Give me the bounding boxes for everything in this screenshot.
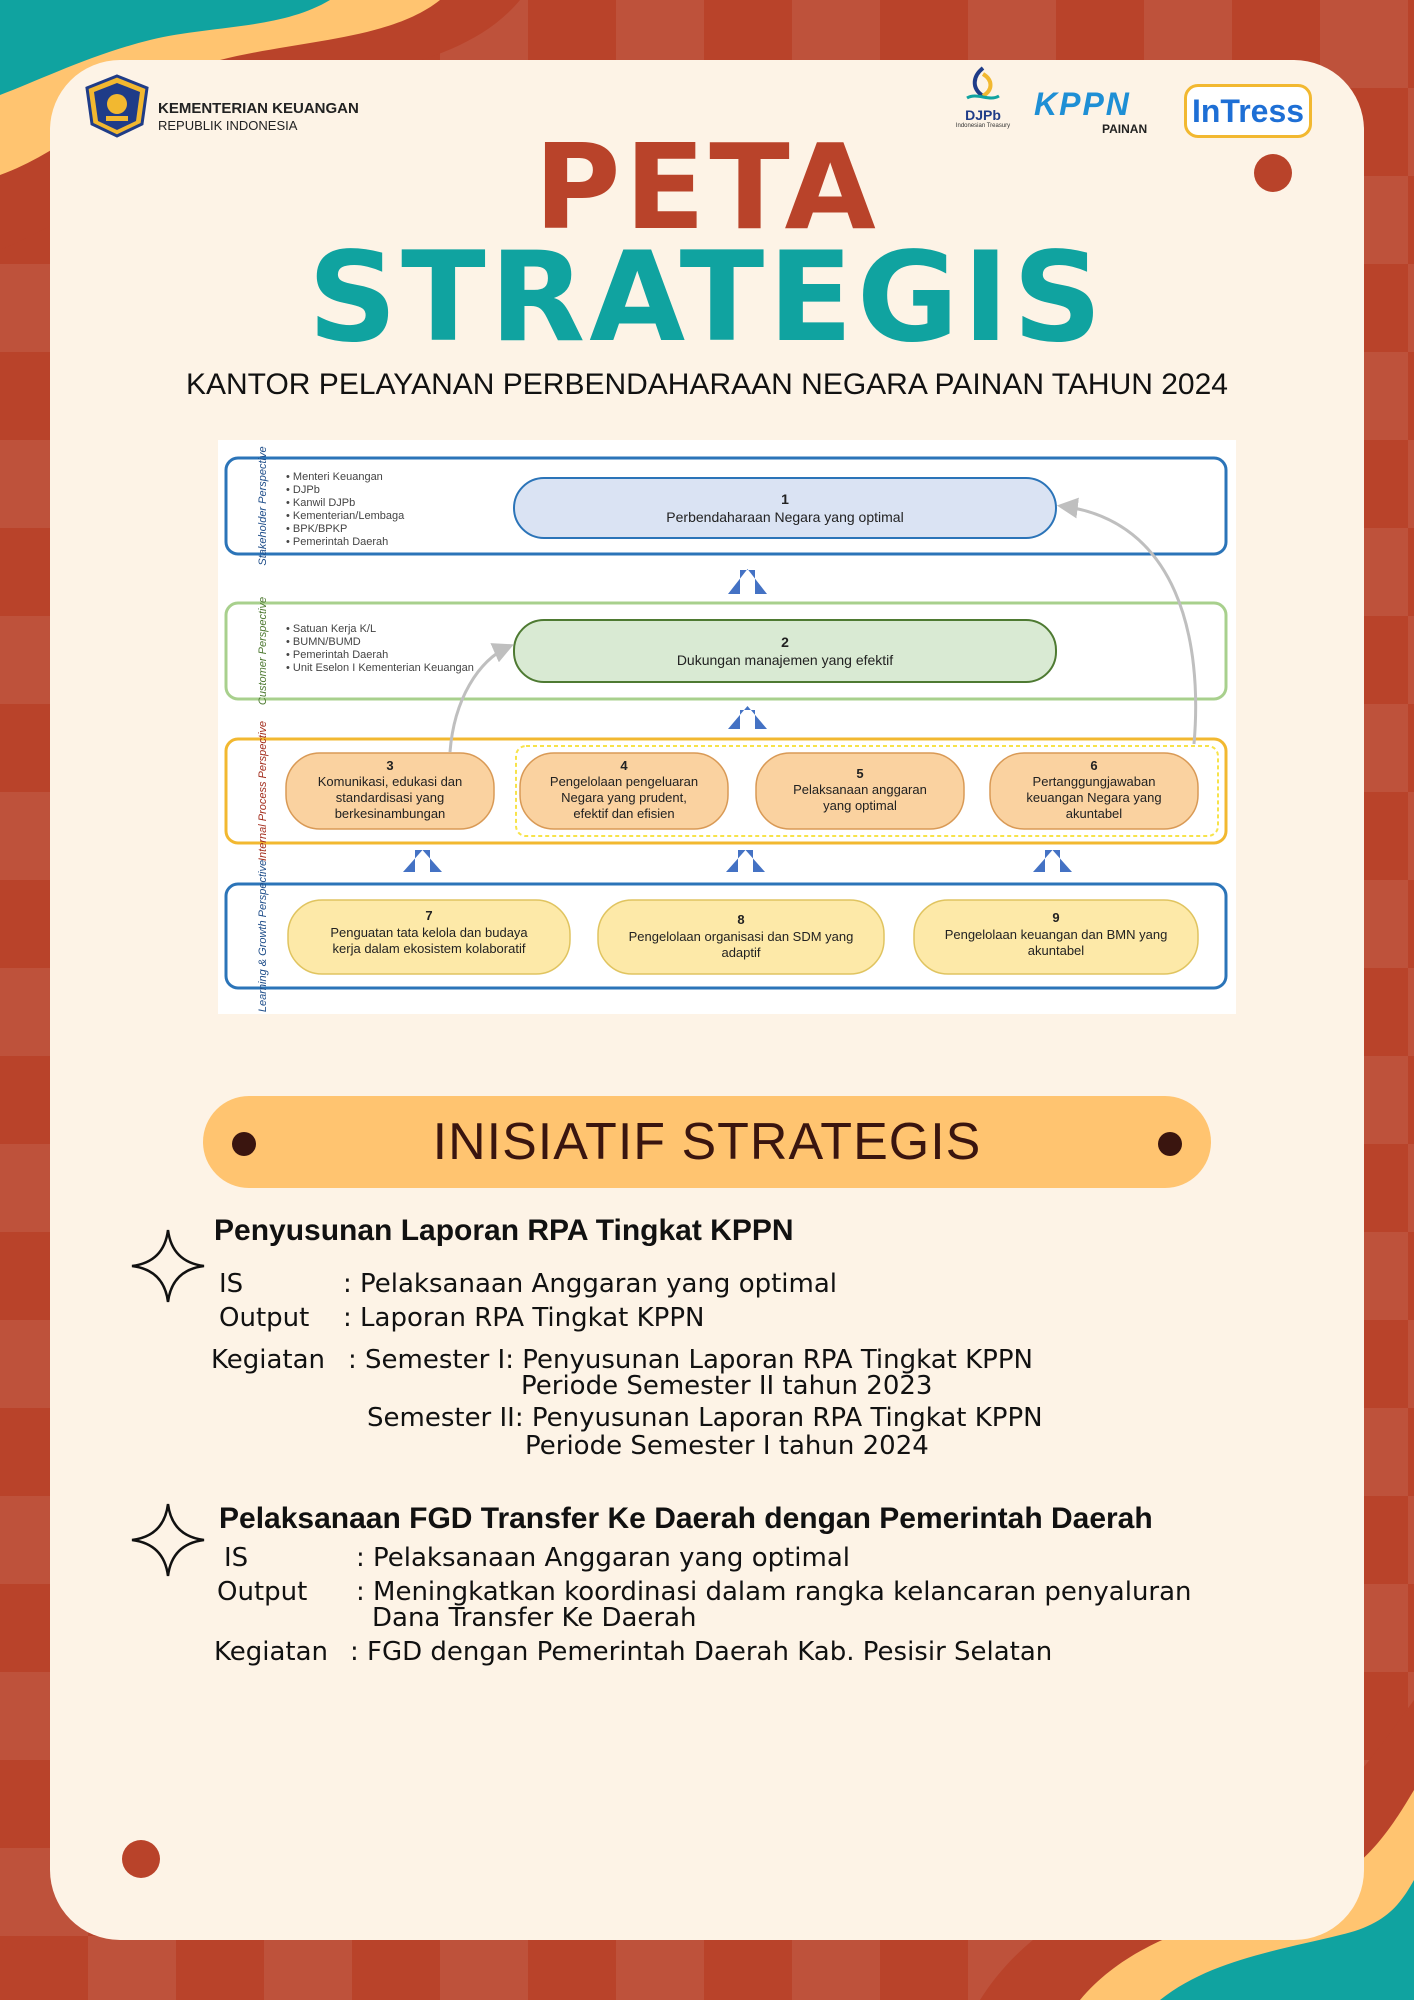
perspective-label-customer: Customer Perspective <box>257 596 269 706</box>
initiative-1-activity-label: Kegiatan <box>211 1345 326 1375</box>
initiative-1-output-label: Output <box>219 1303 310 1333</box>
initiative-1-activity-line: : Semester I: Penyusunan Laporan RPA Tingkat KPPN <box>348 1345 1033 1375</box>
objective-text-4: Pengelolaan pengeluaran <box>549 774 699 789</box>
ministry-name: KEMENTERIAN KEUANGAN <box>158 100 359 117</box>
initiative-2-activity-value: : FGD dengan Pemerintah Daerah Kab. Pesisir Selatan <box>350 1637 1053 1667</box>
objective-text-7: kerja dalam ekosistem kolaboratif <box>332 941 526 956</box>
objective-text-5: yang optimal <box>823 798 897 813</box>
perspective-label-internal: Internal Process Perspective <box>257 720 269 862</box>
objective-box-1 <box>514 478 1056 538</box>
ministry-country: REPUBLIK INDONESIA <box>158 118 298 133</box>
initiative-2-is-label: IS <box>224 1543 249 1573</box>
objective-number-9: 9 <box>1052 910 1060 925</box>
title-line-1: PETA <box>534 118 880 256</box>
perspective-label-learning: Learning & Growth Perspective <box>257 859 269 1013</box>
objective-text-4: efektif dan efisien <box>573 806 675 821</box>
initiative-2-activity-label: Kegiatan <box>214 1637 329 1667</box>
initiative-1-output-value: : Laporan RPA Tingkat KPPN <box>343 1303 705 1333</box>
kppn-logo-text: KPPN <box>1034 86 1131 122</box>
customer-item: • Unit Eselon I Kementerian Keuangan <box>286 662 474 674</box>
objective-text-2: Dukungan manajemen yang efektif <box>676 652 894 668</box>
objective-text-3: standardisasi yang <box>335 790 445 805</box>
djpb-logo-subtext: Indonesian Treasury <box>955 123 1011 129</box>
initiative-1-is-label: IS <box>219 1269 244 1299</box>
strategy-map <box>218 440 1236 1014</box>
customer-item: • Satuan Kerja K/L <box>286 623 377 635</box>
initiative-1-activity-line: Semester II: Penyusunan Laporan RPA Tingkat KPPN <box>367 1403 1043 1433</box>
title-line-2: STRATEGIS <box>307 226 1107 370</box>
stakeholder-item: • Pemerintah Daerah <box>286 536 389 548</box>
objective-number-4: 4 <box>620 758 628 773</box>
objective-text-8: adaptif <box>721 945 761 960</box>
objective-number-8: 8 <box>737 912 745 927</box>
subtitle: KANTOR PELAYANAN PERBENDAHARAAN NEGARA PAINAN TAHUN 2024 <box>186 368 1228 401</box>
sparkle-icon <box>130 1228 206 1304</box>
customer-item: • BUMN/BUMD <box>286 636 361 648</box>
objective-text-7: Penguatan tata kelola dan budaya <box>330 925 528 940</box>
perspective-label-stakeholder: Stakeholder Perspective <box>257 446 269 566</box>
initiative-1-activity-line: Periode Semester I tahun 2024 <box>525 1431 929 1461</box>
initiatives-banner <box>203 1096 1211 1188</box>
initiative-2-output-line: Dana Transfer Ke Daerah <box>372 1603 697 1633</box>
stakeholder-item: • BPK/BPKP <box>286 523 348 535</box>
stakeholder-item: • Menteri Keuangan <box>286 471 383 483</box>
up-arrow-icon <box>728 706 767 729</box>
up-arrow-icon <box>726 850 765 872</box>
objective-text-5: Pelaksanaan anggaran <box>793 782 927 797</box>
objective-text-6: akuntabel <box>1065 806 1123 821</box>
objective-text-9: Pengelolaan keuangan dan BMN yang <box>944 927 1168 942</box>
objective-text-9: akuntabel <box>1027 943 1085 958</box>
objective-text-6: Pertanggungjawaban <box>1032 774 1156 789</box>
objective-text-4: Negara yang prudent, <box>561 790 687 805</box>
objective-text-8: Pengelolaan organisasi dan SDM yang <box>628 929 854 944</box>
decor-dot-bottom-left <box>122 1840 160 1878</box>
objective-text-6: keuangan Negara yang <box>1026 790 1162 805</box>
initiative-1-title: Penyusunan Laporan RPA Tingkat KPPN <box>214 1214 794 1247</box>
objective-text-3: Komunikasi, edukasi dan <box>317 774 463 789</box>
initiative-2-output-label: Output <box>217 1577 308 1607</box>
banner-title: INISIATIF STRATEGIS <box>432 1113 982 1171</box>
up-arrow-icon <box>403 850 442 872</box>
customer-item: • Pemerintah Daerah <box>286 649 389 661</box>
objective-text-1: Perbendaharaan Negara yang optimal <box>666 509 904 525</box>
kppn-logo-subtext: PAINAN <box>1102 122 1148 136</box>
objective-number-5: 5 <box>856 766 864 781</box>
banner-dot-right <box>1158 1132 1182 1156</box>
objective-number-1: 1 <box>781 491 789 507</box>
objective-number-2: 2 <box>781 634 789 650</box>
sparkle-icon <box>130 1502 206 1578</box>
strategy-map-svg <box>218 440 1236 1014</box>
up-arrow-icon <box>1033 850 1072 872</box>
objective-number-6: 6 <box>1090 758 1098 773</box>
objective-box-2 <box>514 620 1056 682</box>
initiative-2-output-line: : Meningkatkan koordinasi dalam rangka kelancaran penyaluran <box>356 1577 1192 1607</box>
djpb-emblem-icon <box>963 66 1003 104</box>
stakeholder-item: • Kanwil DJPb <box>286 497 356 509</box>
initiative-2-title: Pelaksanaan FGD Transfer Ke Daerah dengan Pemerintah Daerah <box>219 1502 1153 1535</box>
initiative-2-is-value: : Pelaksanaan Anggaran yang optimal <box>356 1543 850 1573</box>
intress-logo-text: InTress <box>1191 93 1305 129</box>
stakeholder-item: • Kementerian/Lembaga <box>286 510 405 522</box>
initiative-1-activity-line: Periode Semester II tahun 2023 <box>521 1371 933 1401</box>
objective-number-7: 7 <box>425 908 433 923</box>
djpb-logo-text: DJPb <box>965 107 1001 123</box>
objective-text-3: berkesinambungan <box>334 806 446 821</box>
objective-number-3: 3 <box>386 758 394 773</box>
stakeholder-item: • DJPb <box>286 484 320 496</box>
curved-arrow-6-to-1 <box>1061 506 1196 744</box>
initiative-1-is-value: : Pelaksanaan Anggaran yang optimal <box>343 1269 837 1299</box>
up-arrow-icon <box>728 569 767 594</box>
